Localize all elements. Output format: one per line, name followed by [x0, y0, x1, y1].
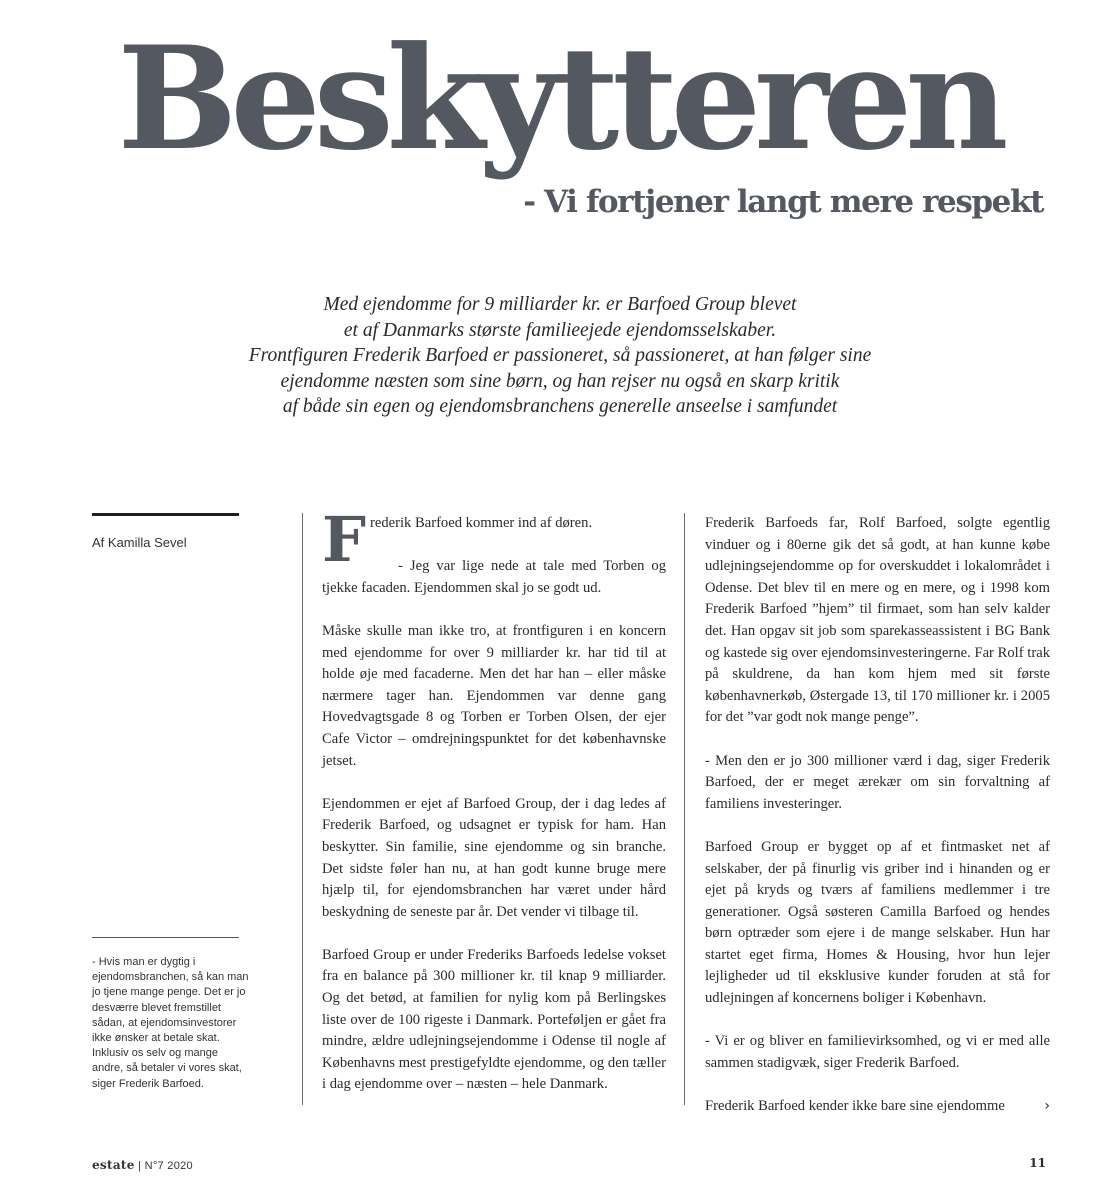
issue-number: N°7 2020	[144, 1160, 193, 1172]
drop-cap: F	[322, 503, 367, 576]
author-divider	[92, 513, 239, 516]
column-divider-left	[302, 513, 303, 1105]
body-paragraph: Frederik Barfoeds far, Rolf Barfoed, solgte egentlig vinduer og i 80erne gik det så godt, at han kunne købe udlejningsejendomme op for overskuddet i lokalområdet i Odense. Det blev til en mere og en mere, og i 1998 kom Frederik Barfoed ”hjem” til firmaet, som han selv kalder det. Han opgav sit job som sparekasseassistent i BG Bank og kastede sig over ejendomsinvesteringerne. Far Rolf trak på skuldrene, da han kom hjem med sit første københavnerkøb, Østergade 13, til 170 millioner kr. i 2005 for det ”var godt nok mange penge”.	[705, 515, 1050, 726]
continue-line	[705, 1096, 1050, 1118]
lead-line: ejendomme næsten som sine børn, og han rejser nu også en skarp kritik	[280, 370, 840, 392]
body-paragraph: Barfoed Group er bygget op af et fintmasket net af selskaber, der på finurlig vis griber ind i hinanden og er ejet på kryds og tværs af familiens medlemmer i tre generationer. Også søsteren Camilla Barfoed og hendes børn optræder som ejere i de mange selskaber. Hun har startet eget firma, Homes & Housing, hvor hun lejer lejligheder ud til eksklusive kunder foruden at stå for udlejningen af koncernens boliger i København.	[705, 838, 1050, 1007]
author-byline: Af Kamilla Sevel	[92, 535, 187, 550]
body-paragraph: - Men den er jo 300 millioner værd i dag, siger Frederik Barfoed, der er meget ærekær om sin forvaltning af familiens investeringer.	[705, 752, 1050, 812]
article-subtitle: - Vi fortjener langt mere respekt	[523, 184, 1043, 220]
footer-separator: |	[138, 1160, 142, 1172]
lead-paragraph	[180, 292, 940, 420]
body-paragraph: Barfoed Group er under Frederiks Barfoeds ledelse vokset fra en balance på 300 millioner kr. til knap 9 milliarder. Og det betød, at familien for nylig kom på Berlingskes liste over de 100 rigeste i Danmark. Porteføljen er gået fra mindre, ældre udlejningsejendomme i Odense til nogle af Københavns mest prestigefyldte ejendomme, og den tæller i dag ejendomme over – næsten – hele Danmark.	[322, 946, 666, 1093]
lead-line: Med ejendomme for 9 milliarder kr. er Barfoed Group blevet	[323, 294, 797, 315]
column-divider-right	[684, 513, 685, 1105]
body-column-1	[322, 503, 666, 1096]
lead-line: et af Danmarks største familieejede ejendomsselskaber.	[343, 319, 777, 341]
lead-line: af både sin egen og ejendomsbranchens generelle anseelse i samfundet	[282, 396, 838, 418]
body-paragraph	[322, 503, 666, 576]
body-column-2	[705, 513, 1050, 1118]
magazine-brand: estate	[92, 1158, 135, 1172]
body-paragraph: Måske skulle man ikke tro, at frontfiguren i en koncern med ejendomme for over 9 milliarder kr. har tid til at holde øje med facaderne. Men det har han – eller måske nærmere tager han. Ejendommen var denne gang Hovedvagtsgade 8 og Torben er Torben Olsen, der ejer Cafe Victor – omdrejningspunktet for det københavnske jetset.	[322, 622, 666, 769]
pull-quote: - Hvis man er dygtig i ejendomsbranchen, så kan man jo tjene mange penge. Det er jo desværre blevet fremstillet sådan, at ejendomsinvestorer ikke ønsker at betale skat. Inklusiv os selv og mange andre, så betaler vi vores skat, siger Frederik Barfoed.	[92, 956, 249, 1090]
quote-divider	[92, 937, 239, 938]
chevron-right-icon: ›	[1044, 1098, 1050, 1115]
body-paragraph: Ejendommen er ejet af Barfoed Group, der i dag ledes af Frederik Barfoed, og udsagnet er typisk for ham. Han beskytter. Sin familie, sine ejendomme og sin branche. Det sidste føler han nu, at han godt kunne bruge mere hjælp til, for ejendomsbranchen har været under hård beskydning de seneste par år. Det vender vi tilbage til.	[322, 795, 666, 920]
page-footer	[92, 1158, 193, 1172]
body-text: rederik Barfoed kommer ind af døren.	[370, 515, 593, 531]
body-paragraph: - Jeg var lige nede at tale med Torben og tjekke facaden. Ejendommen skal jo se godt ud.	[322, 558, 666, 596]
article-title: Beskytteren	[117, 16, 1002, 182]
body-paragraph: - Vi er og bliver en familievirksomhed, og vi er med alle sammen stadigvæk, siger Frederik Barfoed.	[705, 1033, 1050, 1071]
page-number: 11	[1029, 1156, 1046, 1170]
lead-line: Frontfiguren Frederik Barfoed er passioneret, så passioneret, at han følger sine	[248, 345, 872, 367]
body-text: Frederik Barfoed kender ikke bare sine ejendomme	[705, 1098, 1005, 1115]
